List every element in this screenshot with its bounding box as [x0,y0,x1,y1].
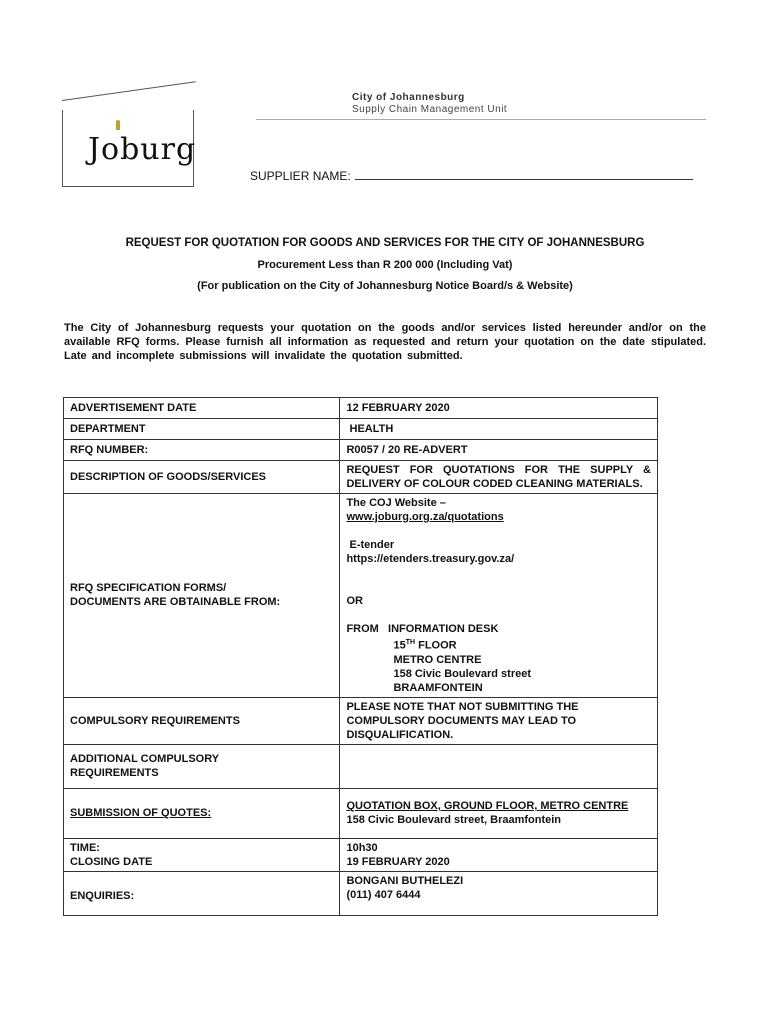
submission-label: SUBMISSION OF QUOTES: [64,788,340,838]
table-row [64,398,658,419]
rfq-number-value: R0057 / 20 RE-ADVERT [340,440,658,461]
suburb-line: BRAAMFONTEIN [393,681,483,694]
compulsory-requirements-label: COMPULSORY REQUIREMENTS [64,697,340,744]
table-row [64,494,658,698]
table-row [64,440,658,461]
table-row [64,697,658,744]
supplier-name-blank[interactable] [355,179,693,180]
or-separator: OR [346,595,363,607]
from-label: FROM [346,623,379,635]
time-closing-label: TIME: CLOSING DATE [64,838,340,871]
coj-website-label: The COJ Website – [346,497,446,509]
building-line: METRO CENTRE [393,653,482,666]
table-row [64,419,658,440]
advertisement-date-value: 12 FEBRUARY 2020 [340,398,658,419]
table-row [64,461,658,494]
etender-label: E-tender [349,539,395,551]
document-title: REQUEST FOR QUOTATION FOR GOODS AND SERVICES FOR THE CITY OF JOHANNESBURG [125,237,645,249]
information-desk: INFORMATION DESK [388,623,499,635]
flame-icon [116,120,120,130]
table-row [64,838,658,871]
compulsory-requirements-value: PLEASE NOTE THAT NOT SUBMITTING THE COMPULSORY DOCUMENTS MAY LEAD TO DISQUALIFICATION. [340,697,658,744]
additional-requirements-label: ADDITIONAL COMPULSORY REQUIREMENTS [64,744,340,788]
description-value: REQUEST FOR QUOTATIONS FOR THE SUPPLY & DELIVERY OF COLOUR CODED CLEANING MATERIALS. [340,461,658,494]
additional-requirements-value [340,744,658,788]
submission-value: QUOTATION BOX, GROUND FLOOR, METRO CENTRE 158 Civic Boulevard street, Braamfontein [340,788,658,838]
time-closing-value: 10h30 19 FEBRUARY 2020 [340,838,658,871]
coj-website-link[interactable]: www.joburg.org.za/quotations [346,511,504,523]
advertisement-date-label: ADVERTISEMENT DATE [64,398,340,419]
header-divider [256,119,706,120]
logo-frame-line [62,81,196,101]
procurement-subtitle: Procurement Less than R 200 000 (Including Vat) [257,259,513,271]
floor-line: 15TH FLOOR [393,639,457,652]
org-name: City of Johannesburg [352,92,465,103]
rfq-forms-label: RFQ SPECIFICATION FORMS/ DOCUMENTS ARE OBTAINABLE FROM: [64,494,340,698]
street-line: 158 Civic Boulevard street [393,667,532,680]
department-value: HEALTH [340,419,658,440]
table-row [64,744,658,788]
supplier-name-field[interactable] [250,169,693,183]
org-unit: Supply Chain Management Unit [352,104,508,115]
enquiries-value: BONGANI BUTHELEZI (011) 407 6444 [340,871,658,915]
enquiries-label: ENQUIRIES: [64,871,340,915]
intro-paragraph: The City of Johannesburg requests your quotation on the goods and/or services listed hereunder and/or on the available RFQ forms. Please furnish all information as requested and return your quotation on the date stipulated. Late and incomplete submissions will invalidate the quotation submitted. [64,322,706,362]
table-row [64,871,658,915]
supplier-name-label: SUPPLIER NAME: [250,169,351,183]
description-label: DESCRIPTION OF GOODS/SERVICES [64,461,340,494]
rfq-details-table [63,397,658,916]
etender-link[interactable]: https://etenders.treasury.gov.za/ [346,553,515,565]
joburg-logo: Joburg [88,132,197,167]
publication-subtitle: (For publication on the City of Johannesburg Notice Board/s & Website) [197,280,573,292]
department-label: DEPARTMENT [64,419,340,440]
rfq-forms-value [340,494,658,698]
table-row [64,788,658,838]
rfq-number-label: RFQ NUMBER: [64,440,340,461]
